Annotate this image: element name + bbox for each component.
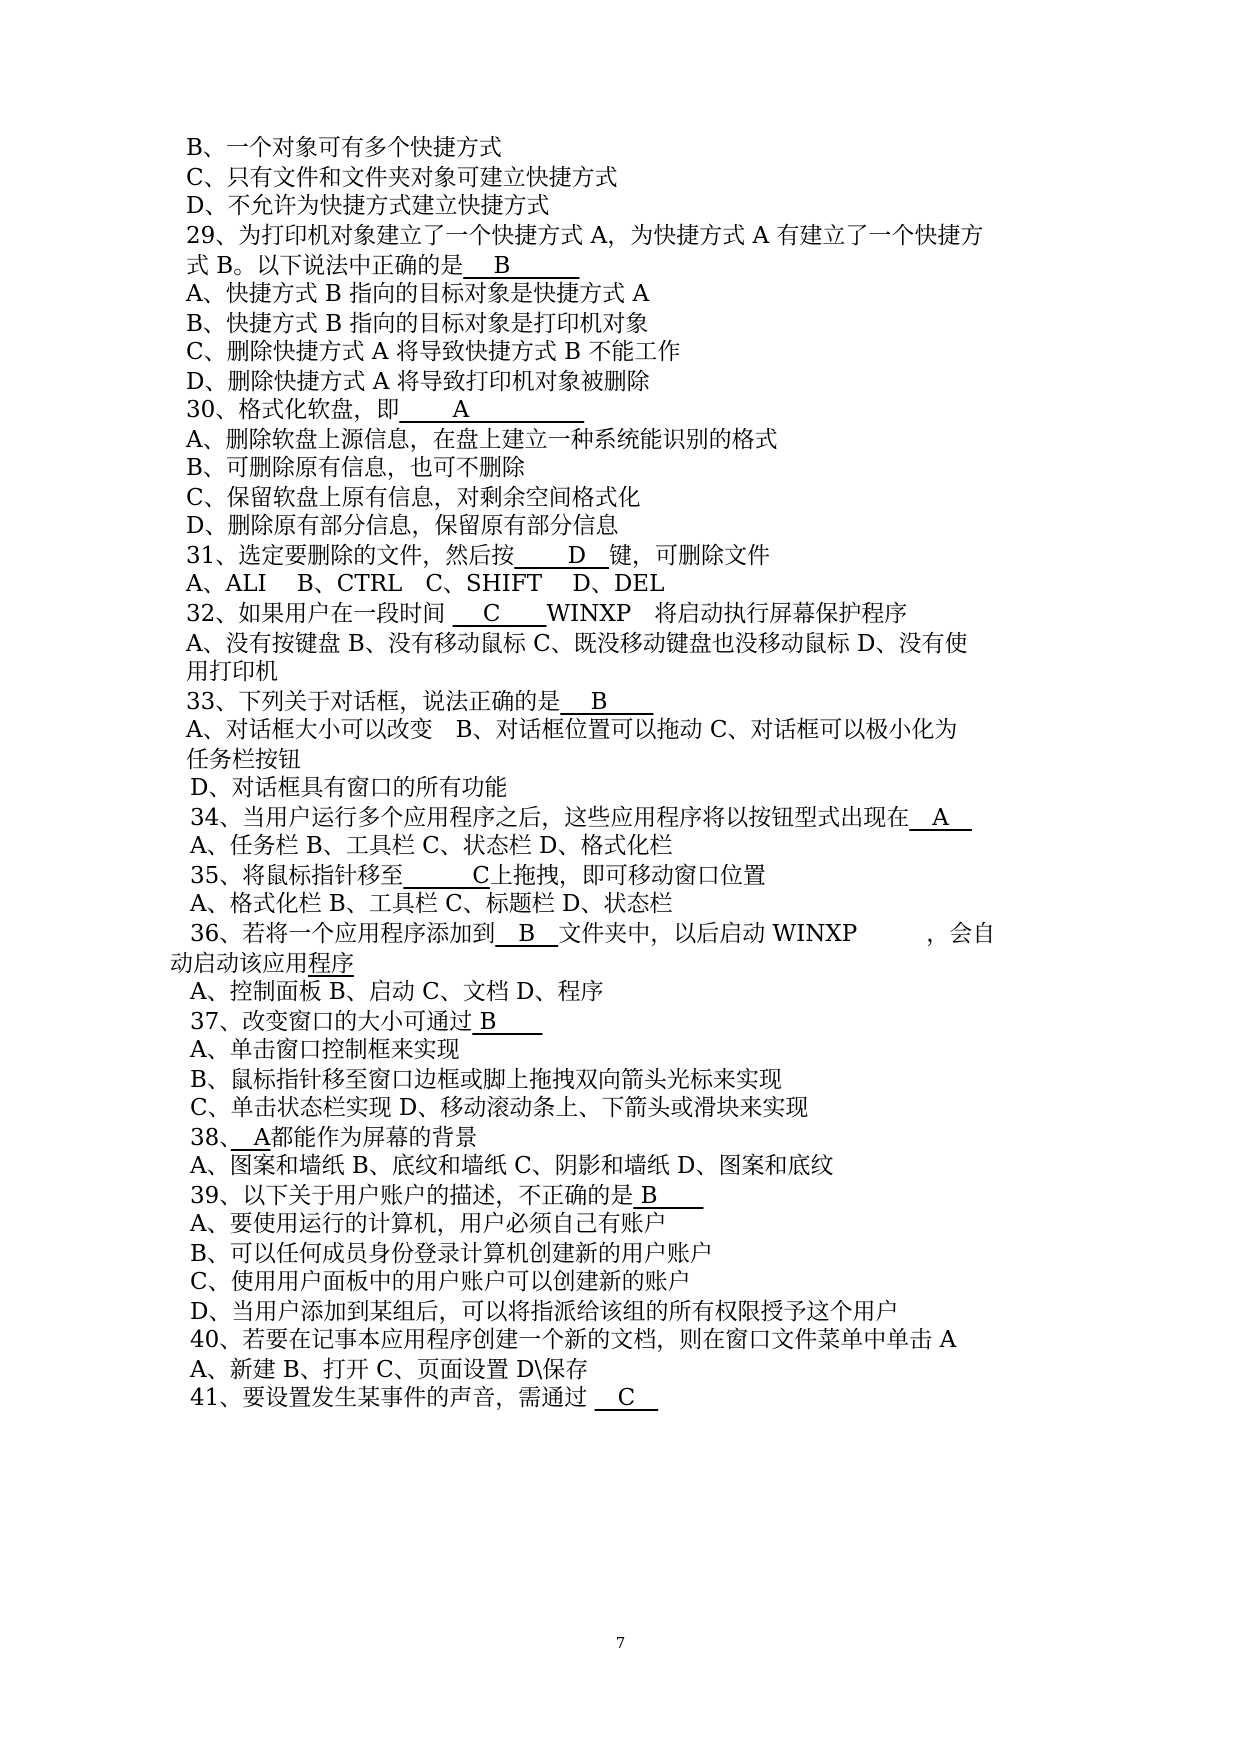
options-line: A、新建 B、打开 C、页面设置 D\保存 xyxy=(190,1357,589,1383)
answer-blank: A xyxy=(909,805,972,831)
options-line-cont: 任务栏按钮 xyxy=(186,747,301,773)
option-d-line: D、删除快捷方式 A 将导致打印机对象被删除 xyxy=(186,369,650,395)
answer-blank: C xyxy=(452,601,547,627)
answer-blank: B xyxy=(463,253,580,279)
answer-blank: C xyxy=(403,863,490,889)
option-a-line: A、要使用运行的计算机，用户必须自己有账户 xyxy=(190,1211,667,1237)
options-line: A、图案和墙纸 B、底纹和墙纸 C、阴影和墙纸 D、图案和底纹 xyxy=(190,1153,834,1179)
option-cd-line: C、单击状态栏实现 D、移动滚动条上、下箭头或滑块来实现 xyxy=(190,1095,809,1121)
question-39: 39、以下关于用户账户的描述，不正确的是 B xyxy=(190,1183,704,1209)
answer-blank: A xyxy=(230,1125,271,1151)
question-37: 37、改变窗口的大小可通过 B xyxy=(190,1009,543,1035)
options-line: A、格式化栏 B、工具栏 C、标题栏 D、状态栏 xyxy=(190,891,673,917)
option-d-line: D、删除原有部分信息，保留原有部分信息 xyxy=(186,513,619,539)
option-b-line: B、可删除原有信息，也可不删除 xyxy=(186,455,525,481)
option-d-line: D、当用户添加到某组后，可以将指派给该组的所有权限授予这个用户 xyxy=(190,1299,899,1325)
underlined-word: 程序 xyxy=(308,951,354,977)
question-31: 31、选定要删除的文件，然后按 D 键，可删除文件 xyxy=(186,543,771,569)
option-b-line: B、一个对象可有多个快捷方式 xyxy=(186,135,502,161)
question-34: 34、当用户运行多个应用程序之后，这些应用程序将以按钮型式出现在 A xyxy=(190,805,972,831)
answer-blank: B xyxy=(633,1183,704,1209)
answer-blank: B xyxy=(495,921,559,947)
question-38: 38、 A都能作为屏幕的背景 xyxy=(190,1125,478,1151)
question-29: 29、为打印机对象建立了一个快捷方式 A，为快捷方式 A 有建立了一个快捷方 xyxy=(186,223,984,249)
answer-blank: C xyxy=(594,1385,659,1411)
answer-blank: B xyxy=(560,689,654,715)
option-c-line: C、保留软盘上原有信息，对剩余空间格式化 xyxy=(186,485,641,511)
answer-blank: A xyxy=(399,397,585,423)
question-35: 35、将鼠标指针移至 C上拖拽，即可移动窗口位置 xyxy=(190,863,766,889)
question-41: 41、要设置发生某事件的声音，需通过 C xyxy=(190,1385,659,1411)
options-line: A、没有按键盘 B、没有移动鼠标 C、既没移动键盘也没移动鼠标 D、没有使 xyxy=(186,631,968,657)
options-line: A、控制面板 B、启动 C、文档 D、程序 xyxy=(190,979,604,1005)
question-33: 33、下列关于对话框，说法正确的是 B xyxy=(186,689,654,715)
options-line-cont: 用打印机 xyxy=(186,659,278,685)
option-a-line: A、删除软盘上源信息，在盘上建立一种系统能识别的格式 xyxy=(186,427,778,453)
question-36: 36、若将一个应用程序添加到 B 文件夹中，以后启动 WINXP ，会自 xyxy=(190,921,996,947)
option-a-line: A、单击窗口控制框来实现 xyxy=(190,1037,460,1063)
page-number: 7 xyxy=(615,1634,626,1652)
options-line: A、任务栏 B、工具栏 C、状态栏 D、格式化栏 xyxy=(190,833,673,859)
question-30: 30、格式化软盘，即 A xyxy=(186,397,585,423)
option-c-line: C、使用用户面板中的用户账户可以创建新的账户 xyxy=(190,1269,691,1295)
options-line: A、对话框大小可以改变 B、对话框位置可以拖动 C、对话框可以极小化为 xyxy=(186,717,958,743)
option-c-line: C、删除快捷方式 A 将导致快捷方式 B 不能工作 xyxy=(186,339,681,365)
question-36-cont: 动启动该应用程序 xyxy=(170,951,354,977)
options-line: A、ALI B、CTRL C、SHIFT D、DEL xyxy=(186,571,665,597)
question-40: 40、若要在记事本应用程序创建一个新的文档，则在窗口文件菜单中单击 A xyxy=(190,1327,957,1353)
option-b-line: B、鼠标指针移至窗口边框或脚上拖拽双向箭头光标来实现 xyxy=(190,1067,782,1093)
option-d-line: D、对话框具有窗口的所有功能 xyxy=(190,775,508,801)
option-d-line: D、不允许为快捷方式建立快捷方式 xyxy=(186,193,550,219)
option-a-line: A、快捷方式 B 指向的目标对象是快捷方式 A xyxy=(186,281,650,307)
question-32: 32、如果用户在一段时间 C WINXP 将启动执行屏幕保护程序 xyxy=(186,601,908,627)
option-b-line: B、快捷方式 B 指向的目标对象是打印机对象 xyxy=(186,311,649,337)
answer-blank: D xyxy=(514,543,610,569)
option-b-line: B、可以任何成员身份登录计算机创建新的用户账户 xyxy=(190,1241,713,1267)
question-29-cont: 式 B。以下说法中正确的是 B xyxy=(186,253,580,279)
answer-blank: B xyxy=(472,1009,543,1035)
option-c-line: C、只有文件和文件夹对象可建立快捷方式 xyxy=(186,165,618,191)
